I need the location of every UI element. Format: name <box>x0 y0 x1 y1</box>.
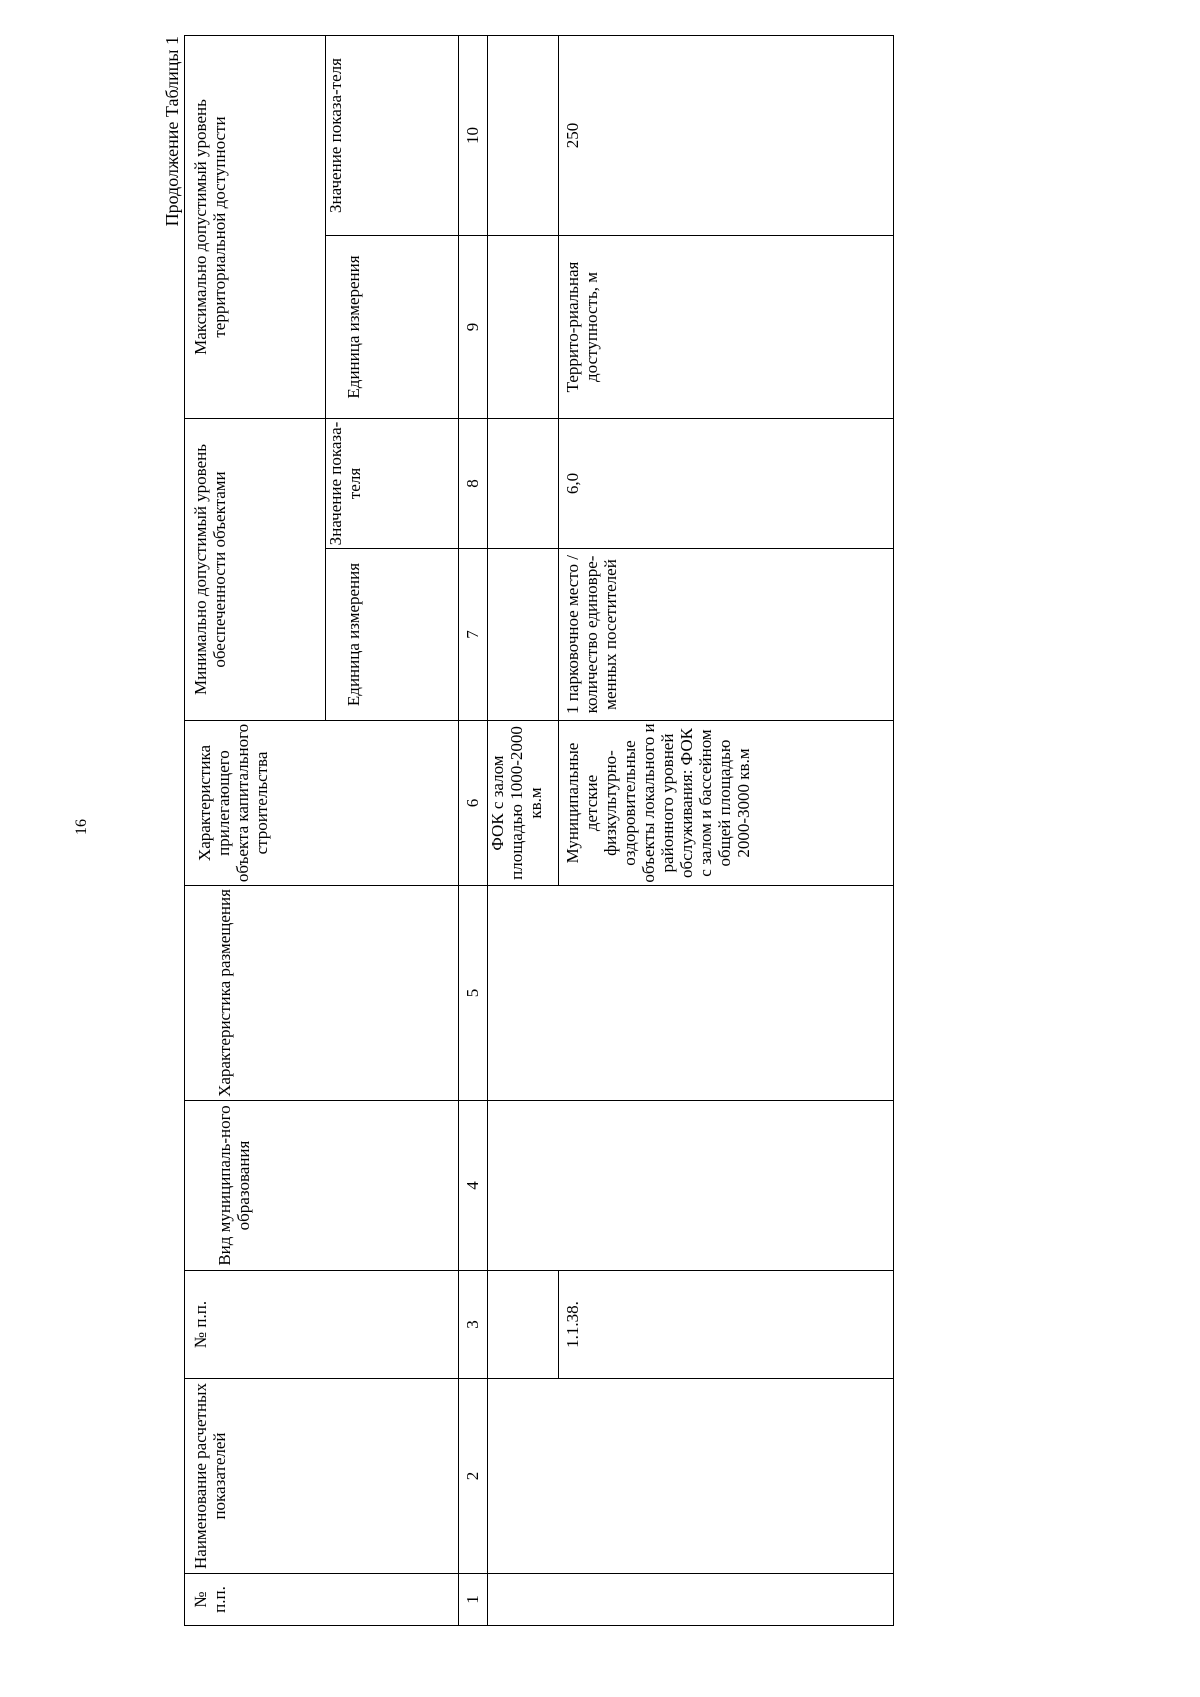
header-col3: № п.п. <box>185 1271 459 1379</box>
column-number: 8 <box>459 419 488 549</box>
table-continuation-caption: Продолжение Таблицы 1 <box>162 36 182 227</box>
merged-empty-cell <box>488 1101 894 1271</box>
max-unit-cell <box>488 236 559 419</box>
min-value-cell <box>488 419 559 549</box>
column-number: 1 <box>459 1574 488 1626</box>
column-number: 6 <box>459 721 488 886</box>
table-row <box>488 36 559 1626</box>
column-number: 10 <box>459 36 488 236</box>
header-col4: Вид муниципаль-ного образования <box>185 1101 459 1271</box>
min-unit-cell: 1 парковочное место / количество единовре-менных посетителей <box>559 549 894 721</box>
header-group-max: Максимально допустимый уровень территориальной доступности <box>185 36 326 419</box>
merged-empty-cell <box>488 886 894 1101</box>
row-number-cell: 1.1.38. <box>559 1271 894 1379</box>
characteristic-cell: ФОК с залом площадью 1000-2000 кв.м <box>488 721 559 886</box>
header-col1: № п.п. <box>185 1574 459 1626</box>
header-col6: Характеристика прилегающего объекта капитального строительства <box>185 721 459 886</box>
column-number: 2 <box>459 1379 488 1574</box>
header-max-unit: Единица измерения <box>326 236 459 419</box>
merged-empty-cell <box>488 1574 894 1626</box>
max-unit-cell: Террито-риальная доступность, м <box>559 236 894 419</box>
column-number: 3 <box>459 1271 488 1379</box>
merged-empty-cell <box>488 1379 894 1574</box>
header-max-value: Значение показа-теля <box>326 36 459 236</box>
column-number: 4 <box>459 1101 488 1271</box>
header-row-1 <box>185 36 326 1626</box>
min-value-cell: 6,0 <box>559 419 894 549</box>
header-min-unit: Единица измерения <box>326 549 459 721</box>
column-number: 5 <box>459 886 488 1101</box>
max-value-cell: 250 <box>559 36 894 236</box>
rotated-page-content <box>160 36 880 1626</box>
row-number-cell <box>488 1271 559 1379</box>
column-number: 7 <box>459 549 488 721</box>
max-value-cell <box>488 36 559 236</box>
column-numbers-row <box>459 36 488 1626</box>
header-group-min: Минимально допустимый уровень обеспеченности объектами <box>185 419 326 721</box>
header-col2: Наименование расчетных показателей <box>185 1379 459 1574</box>
page-number: 16 <box>73 819 90 835</box>
header-min-value: Значение показа-теля <box>326 419 459 549</box>
min-unit-cell <box>488 549 559 721</box>
column-number: 9 <box>459 236 488 419</box>
header-col5: Характеристика размещения <box>185 886 459 1101</box>
norms-table <box>184 35 894 1626</box>
characteristic-cell: Муниципальные детские физкультурно-оздоровительные объекты локального и районного уровней обслуживания: ФОК с залом и бассейном общей площадью 2000-3000 кв.м <box>559 721 894 886</box>
